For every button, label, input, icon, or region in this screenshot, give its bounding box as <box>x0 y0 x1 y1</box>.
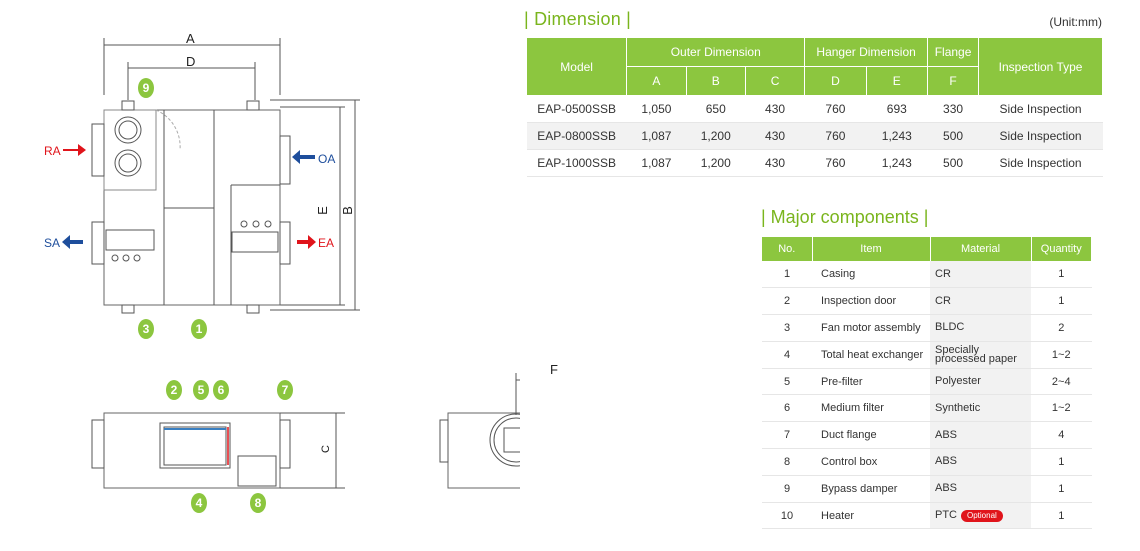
cell-no: 7 <box>762 422 812 449</box>
dim-label-d: D <box>186 54 196 69</box>
cell-item: Bypass damper <box>812 475 930 502</box>
technical-drawings <box>0 0 520 551</box>
cell-item: Casing <box>812 261 930 288</box>
cell-material: Polyester <box>930 368 1031 395</box>
cell-item: Pre-filter <box>812 368 930 395</box>
cell-a: 1,050 <box>641 102 672 116</box>
dimension-table <box>526 37 1103 177</box>
components-title: | Major components | <box>761 207 929 227</box>
table-row <box>762 315 1092 342</box>
cell-item: Fan motor assembly <box>812 315 930 342</box>
table-row <box>527 123 1103 150</box>
dimension-title: | Dimension | <box>524 9 631 29</box>
cell-item: Control box <box>812 449 930 476</box>
header-outer-dimension: Outer Dimension <box>627 38 805 67</box>
cell-a: 1,087 <box>627 123 686 150</box>
cell-quantity: 1 <box>1031 502 1092 529</box>
cell-quantity: 1 <box>1031 288 1092 315</box>
cell-no: 8 <box>762 449 812 476</box>
components-table <box>762 237 1092 529</box>
cell-e: 1,243 <box>881 156 912 170</box>
header-a: A <box>627 67 686 96</box>
optional-badge: Optional <box>961 510 1003 522</box>
table-row <box>762 422 1092 449</box>
cell-d: 760 <box>805 123 866 150</box>
cell-material: ABS <box>930 422 1031 449</box>
air-label-ra: RA <box>44 144 61 158</box>
cell-item: Heater <box>812 502 930 529</box>
marker-7: 7 <box>277 380 293 400</box>
marker-2: 2 <box>166 380 182 400</box>
cell-item: Duct flange <box>812 422 930 449</box>
marker-1: 1 <box>191 319 207 339</box>
cell-inspection: Side Inspection <box>999 102 1082 116</box>
table-row <box>762 475 1092 502</box>
header-flange: Flange <box>927 38 978 67</box>
unit-label: (Unit:mm) <box>1049 15 1102 29</box>
cell-quantity: 1~2 <box>1031 341 1092 368</box>
cell-material: CR <box>930 261 1031 288</box>
cell-item: Medium filter <box>812 395 930 422</box>
dim-label-e: E <box>314 206 330 215</box>
header-e: E <box>866 67 927 96</box>
cell-model: EAP-1000SSB <box>537 156 616 170</box>
table-row <box>762 449 1092 476</box>
arrow-sa <box>62 235 83 249</box>
cell-c: 430 <box>765 102 786 116</box>
cell-material: CR <box>930 288 1031 315</box>
header-material: Material <box>930 237 1031 261</box>
cell-b: 1,200 <box>686 123 745 150</box>
air-label-ea: EA <box>318 236 335 250</box>
cell-no: 5 <box>762 368 812 395</box>
dim-label-f: F <box>550 362 558 377</box>
header-d: D <box>805 67 866 96</box>
cell-no: 9 <box>762 475 812 502</box>
cell-item: Total heat exchanger <box>812 341 930 368</box>
cell-no: 4 <box>762 341 812 368</box>
arrow-oa <box>292 150 315 164</box>
cell-d: 760 <box>825 102 846 116</box>
cell-b: 1,200 <box>700 156 731 170</box>
arrow-ra <box>63 144 86 156</box>
header-quantity: Quantity <box>1031 237 1092 261</box>
cell-item: Inspection door <box>812 288 930 315</box>
header-hanger-dimension: Hanger Dimension <box>805 38 928 67</box>
table-row <box>762 341 1092 368</box>
cell-f: 500 <box>927 123 978 150</box>
cell-material: ABS <box>930 475 1031 502</box>
cell-c: 430 <box>765 156 786 170</box>
cell-no: 1 <box>762 261 812 288</box>
table-row <box>762 502 1092 529</box>
table-row <box>762 261 1092 288</box>
cell-inspection: Side Inspection <box>979 123 1103 150</box>
marker-8: 8 <box>250 493 266 513</box>
cell-e: 693 <box>886 102 907 116</box>
cell-quantity: 1~2 <box>1031 395 1092 422</box>
cell-f: 500 <box>943 156 964 170</box>
header-b: B <box>686 67 745 96</box>
header-item: Item <box>812 237 930 261</box>
cell-no: 3 <box>762 315 812 342</box>
dim-label-c: C <box>319 445 332 453</box>
table-row <box>527 150 1103 177</box>
marker-9: 9 <box>138 78 154 98</box>
header-c: C <box>745 67 804 96</box>
header-f: F <box>927 67 978 96</box>
cell-no: 10 <box>762 502 812 529</box>
cell-material: Specially processed paper <box>930 341 1031 368</box>
material-text: PTC <box>935 508 957 521</box>
header-inspection-type: Inspection Type <box>979 38 1103 96</box>
table-row <box>762 395 1092 422</box>
cell-d: 760 <box>825 156 846 170</box>
dim-label-a: A <box>186 31 195 46</box>
cell-no: 6 <box>762 395 812 422</box>
header-model: Model <box>527 38 627 96</box>
cell-b: 650 <box>705 102 726 116</box>
air-label-oa: OA <box>318 152 336 166</box>
cell-quantity: 1 <box>1031 449 1092 476</box>
dim-label-b: B <box>339 206 355 215</box>
air-label-sa: SA <box>44 236 61 250</box>
cell-c: 430 <box>745 123 804 150</box>
cell-quantity: 1 <box>1031 261 1092 288</box>
cell-no: 2 <box>762 288 812 315</box>
cell-quantity: 2 <box>1031 315 1092 342</box>
cell-inspection: Side Inspection <box>999 156 1082 170</box>
cell-e: 1,243 <box>866 123 927 150</box>
cell-material: Synthetic <box>930 395 1031 422</box>
cell-f: 330 <box>943 102 964 116</box>
table-row <box>527 96 1103 123</box>
arrow-ea <box>297 235 316 249</box>
marker-5: 5 <box>193 380 209 400</box>
cell-material: BLDC <box>930 315 1031 342</box>
cell-model: EAP-0500SSB <box>537 102 616 116</box>
header-no: No. <box>762 237 812 261</box>
marker-3: 3 <box>138 319 154 339</box>
cell-quantity: 1 <box>1031 475 1092 502</box>
marker-4: 4 <box>191 493 207 513</box>
cell-a: 1,087 <box>641 156 672 170</box>
table-row <box>762 368 1092 395</box>
table-row <box>762 288 1092 315</box>
cell-model: EAP-0800SSB <box>527 123 627 150</box>
cell-quantity: 2~4 <box>1031 368 1092 395</box>
cell-material: ABS <box>930 449 1031 476</box>
cell-material <box>930 502 1031 529</box>
cell-quantity: 4 <box>1031 422 1092 449</box>
marker-6: 6 <box>213 380 229 400</box>
